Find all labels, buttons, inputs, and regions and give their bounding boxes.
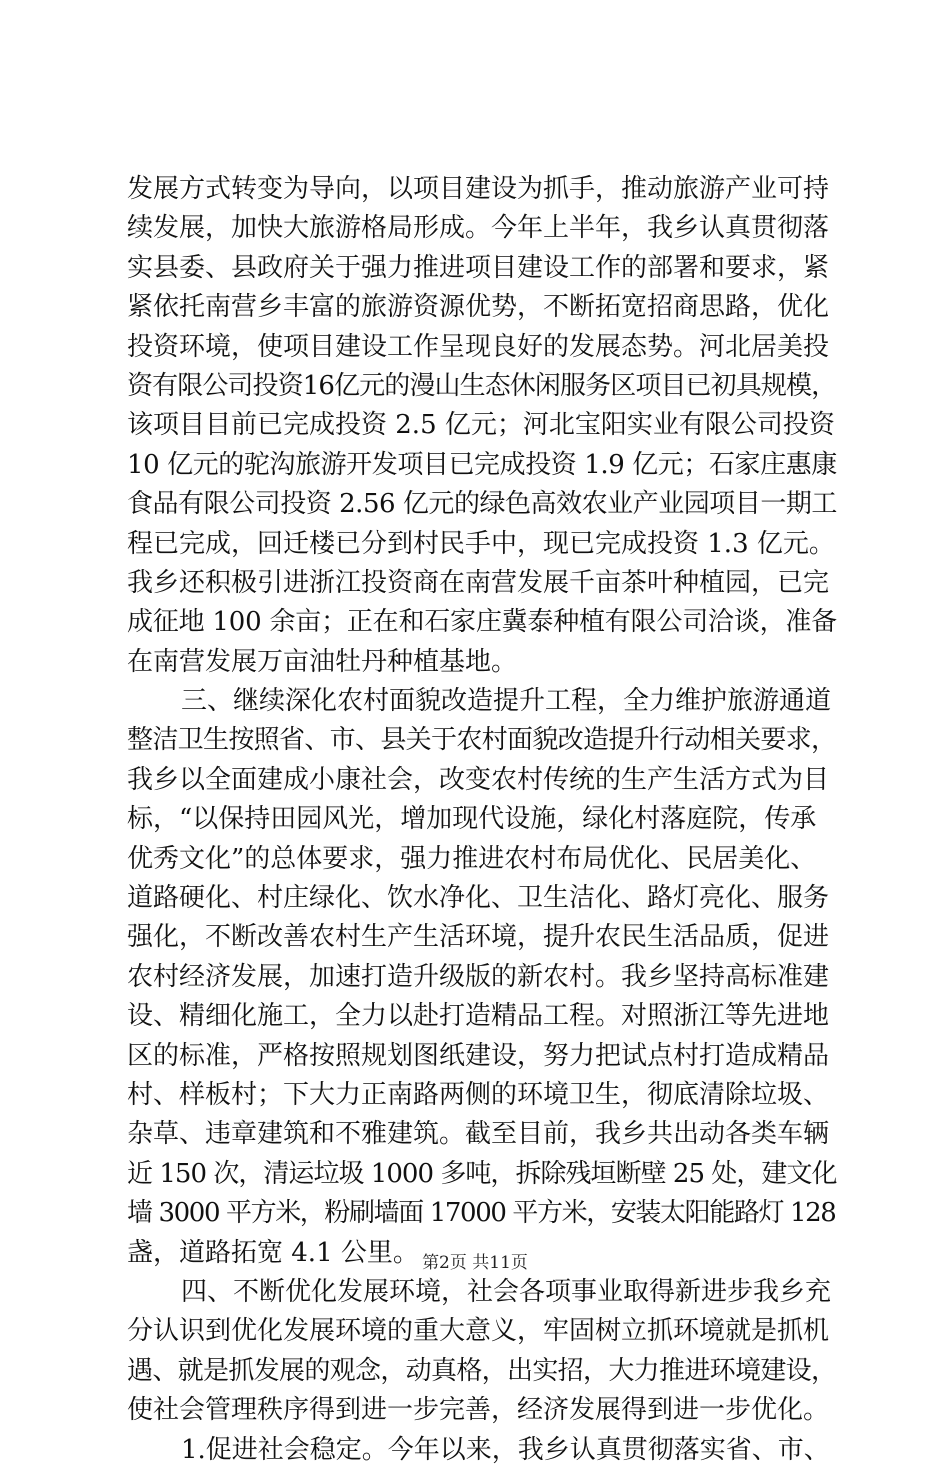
text-line: 村、样板村；下大力正南路两侧的环境卫生，彻底清除垃圾、 [127, 1079, 830, 1110]
text-line: 10 亿元的驼沟旅游开发项目已完成投资 1.9 亿元；石家庄惠康 [127, 449, 837, 480]
text-line: 该项目目前已完成投资 2.5 亿元；河北宝阳实业有限公司投资 [127, 410, 835, 441]
text-line: 道路硬化、村庄绿化、饮水净化、卫生洁化、路灯亮化、服务 [127, 883, 830, 914]
text-line: 区的标准，严格按照规划图纸建设，努力把试点村打造成精品 [127, 1040, 830, 1071]
text-line: 农村经济发展，加速打造升级版的新农村。我乡坚持高标准建 [127, 961, 830, 992]
text-line: 续发展，加快大旅游格局形成。今年上半年，我乡认真贯彻落 [127, 213, 830, 244]
text-line: 设、精细化施工，全力以赴打造精品工程。对照浙江等先进地 [127, 1001, 830, 1032]
text-line: 优秀文化”的总体要求，强力推进农村布局优化、民居美化、 [127, 843, 817, 874]
text-line: 分认识到优化发展环境的重大意义，牢固树立抓环境就是抓机 [127, 1316, 830, 1347]
body-text [127, 170, 837, 1470]
text-line: 杂草、违章建筑和不雅建筑。截至目前，我乡共出动各类车辆 [127, 1119, 830, 1150]
text-line: 1.促进社会稳定。今年以来，我乡认真贯彻落实省、市、 [181, 1434, 830, 1465]
text-line: 使社会管理秩序得到进一步完善，经济发展得到进一步优化。 [127, 1395, 830, 1426]
text-line: 食品有限公司投资 2.56 亿元的绿色高效农业产业园项目一期工 [127, 489, 837, 520]
text-line: 盏，道路拓宽 4.1 公里。 [127, 1237, 419, 1268]
text-line: 我乡还积极引进浙江投资商在南营发展千亩茶叶种植园，已完 [127, 567, 830, 598]
text-line: 发展方式转变为导向，以项目建设为抓手，推动旅游产业可持 [127, 174, 830, 204]
text-line: 整洁卫生按照省、市、县关于农村面貌改造提升行动相关要求， [127, 725, 837, 756]
text-line: 遇、就是抓发展的观念，动真格，出实招，大力推进环境建设， [127, 1355, 837, 1386]
text-line: 近 150 次，清运垃圾 1000 多吨，拆除残垣断壁 25 处，建文化 [127, 1158, 837, 1189]
page-footer: 第2页 共11页 [422, 1253, 528, 1273]
text-line: 成征地 100 余亩；正在和石家庄冀泰种植有限公司洽谈，准备 [127, 607, 837, 638]
text-line: 紧依托南营乡丰富的旅游资源优势，不断拓宽招商思路，优化 [127, 292, 830, 323]
text-line: 我乡以全面建成小康社会，改变农村传统的生产生活方式为目 [127, 764, 830, 795]
text-line: 在南营发展万亩油牡丹种植基地。 [127, 646, 518, 677]
text-line: 三、继续深化农村面貌改造提升工程，全力维护旅游通道 [181, 686, 832, 717]
text-line: 实县委、县政府关于强力推进项目建设工作的部署和要求，紧 [127, 252, 830, 283]
text-line: 投资环境，使项目建设工作呈现良好的发展态势。河北居美投 [127, 331, 830, 362]
text-line: 标，“以保持田园风光，增加现代设施，绿化村落庭院，传承 [127, 804, 817, 835]
text-line: 强化，不断改善农村生产生活环境，提升农民生活品质，促进 [127, 922, 830, 953]
text-line: 资有限公司投资16亿元的漫山生态休闲服务区项目已初具规模， [127, 370, 837, 401]
text-line: 四、不断优化发展环境，社会各项事业取得新进步我乡充 [181, 1276, 832, 1307]
text-line: 程已完成，回迁楼已分到村民手中，现已完成投资 1.3 亿元。 [127, 528, 835, 559]
text-line: 墙 3000 平方米，粉刷墙面 17000 平方米，安装太阳能路灯 128 [127, 1198, 836, 1229]
